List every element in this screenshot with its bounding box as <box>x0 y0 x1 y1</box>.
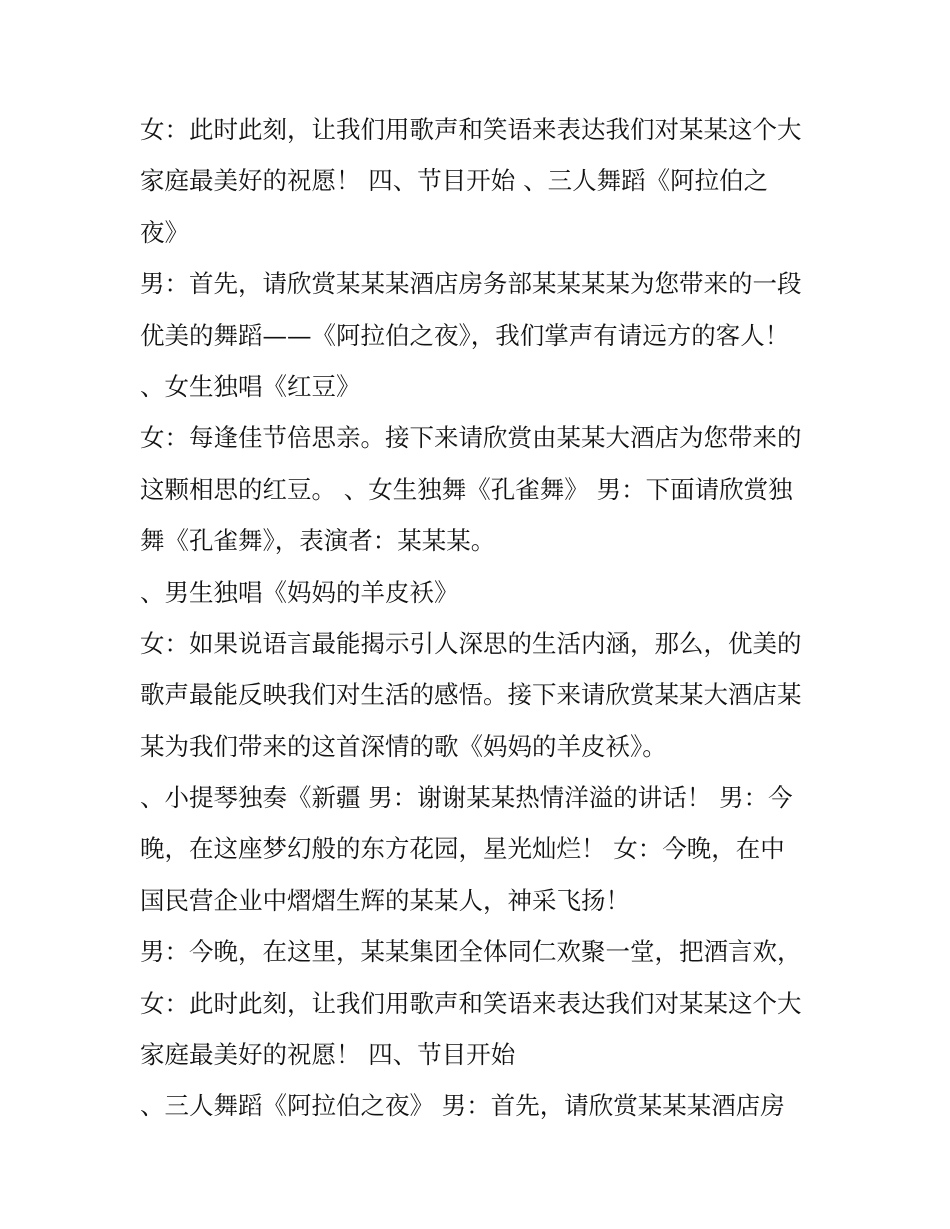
document-body <box>140 104 830 1132</box>
text-line-7: 女：每逢佳节倍思亲。接下来请欣赏由某某大酒店为您带来的 <box>140 423 802 453</box>
text-line-14: 、小提琴独奏《新疆 男：谢谢某某热情洋溢的讲话！ 男：今 <box>140 783 793 813</box>
text-line-9: 舞《孔雀舞》，表演者：某某某。 <box>140 526 496 556</box>
text-line-15: 晚，在这座梦幻般的东方花园，星光灿烂！ 女：今晚，在中 <box>140 834 785 864</box>
text-line-2: 家庭最美好的祝愿！ 四、节目开始 、三人舞蹈《阿拉伯之 <box>140 166 769 196</box>
text-line-13: 某为我们带来的这首深情的歌《妈妈的羊皮袄》。 <box>140 731 667 761</box>
text-line-10: 、男生独唱《妈妈的羊皮袄》 <box>140 577 459 607</box>
text-line-12: 歌声最能反映我们对生活的感悟。接下来请欣赏某某大酒店某 <box>140 680 802 710</box>
text-line-16: 国民营企业中熠熠生辉的某某人，神采飞扬！ <box>140 885 630 915</box>
text-line-19: 家庭最美好的祝愿！ 四、节目开始 <box>140 1040 516 1070</box>
text-line-5: 优美的舞蹈——《阿拉伯之夜》，我们掌声有请远方的客人！ <box>140 320 790 350</box>
text-line-11: 女：如果说语言最能揭示引人深思的生活内涵，那么，优美的 <box>140 628 802 658</box>
text-line-17: 男：今晚，在这里，某某集团全体同仁欢聚一堂，把酒言欢， <box>140 937 802 967</box>
text-line-8: 这颗相思的红豆。 、女生独舞《孔雀舞》 男：下面请欣赏独 <box>140 474 793 504</box>
text-line-4: 男：首先，请欣赏某某某酒店房务部某某某某为您带来的一段 <box>140 269 802 299</box>
text-line-18: 女：此时此刻，让我们用歌声和笑语来表达我们对某某这个大 <box>140 988 802 1018</box>
text-line-6: 、女生独唱《红豆》 <box>140 371 361 401</box>
text-line-1: 女：此时此刻，让我们用歌声和笑语来表达我们对某某这个大 <box>140 115 802 144</box>
text-line-20: 、三人舞蹈《阿拉伯之夜》 男：首先，请欣赏某某某酒店房 <box>140 1091 785 1121</box>
text-line-3: 夜》 <box>140 217 189 247</box>
